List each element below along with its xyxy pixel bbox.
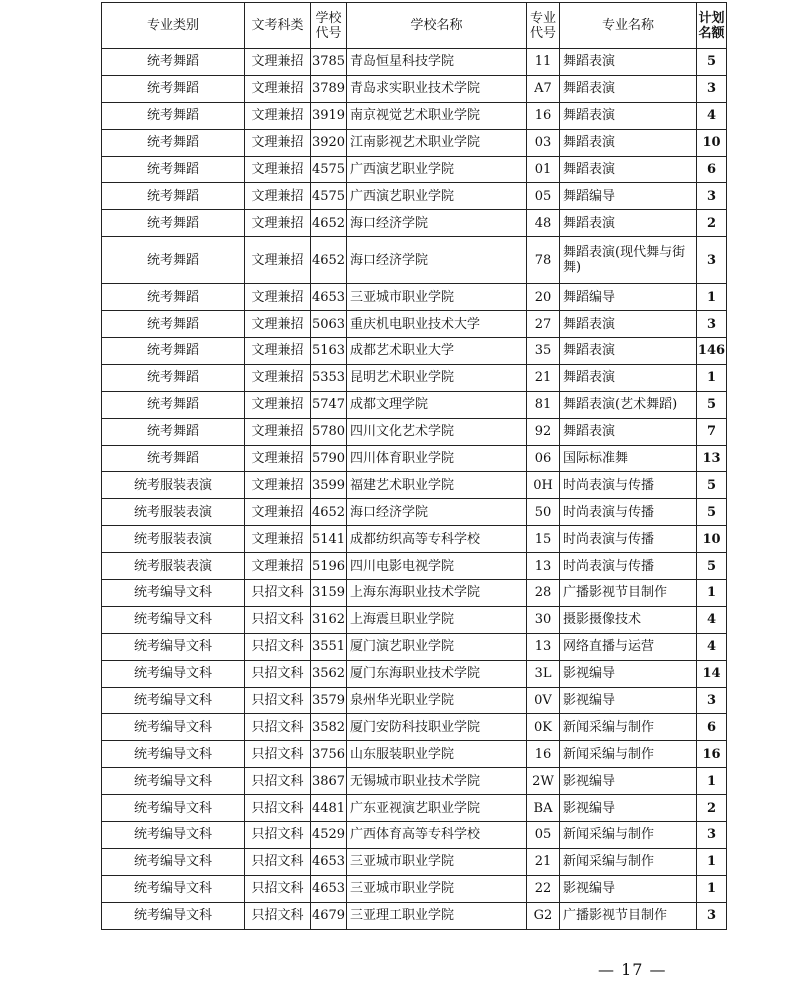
cell-major-name: 时尚表演与传播 bbox=[560, 472, 697, 499]
cell-school-code: 4575 bbox=[311, 183, 347, 210]
cell-quota: 1 bbox=[697, 284, 727, 311]
cell-major-code: 13 bbox=[527, 553, 560, 580]
cell-subject: 文理兼招 bbox=[245, 49, 311, 76]
cell-subject: 只招文科 bbox=[245, 768, 311, 795]
cell-major-code: 78 bbox=[527, 237, 560, 284]
cell-quota: 1 bbox=[697, 875, 727, 902]
cell-school-name: 江南影视艺术职业学院 bbox=[347, 129, 527, 156]
header-major-code-line1: 专业 bbox=[529, 10, 556, 26]
cell-school-code: 3920 bbox=[311, 129, 347, 156]
cell-major-name: 舞蹈表演 bbox=[560, 102, 697, 129]
cell-quota: 10 bbox=[697, 129, 727, 156]
cell-subject: 只招文科 bbox=[245, 848, 311, 875]
cell-quota: 5 bbox=[697, 472, 727, 499]
cell-quota: 4 bbox=[697, 606, 727, 633]
cell-subject: 只招文科 bbox=[245, 687, 311, 714]
cell-quota: 4 bbox=[697, 102, 727, 129]
cell-subject: 文理兼招 bbox=[245, 553, 311, 580]
cell-major-code: G2 bbox=[527, 902, 560, 929]
cell-major-code: 11 bbox=[527, 49, 560, 76]
cell-school-code: 3919 bbox=[311, 102, 347, 129]
cell-school-code: 5063 bbox=[311, 311, 347, 338]
cell-category: 统考编导文科 bbox=[102, 606, 245, 633]
cell-subject: 只招文科 bbox=[245, 633, 311, 660]
cell-major-code: 21 bbox=[527, 364, 560, 391]
cell-major-code: 03 bbox=[527, 129, 560, 156]
cell-major-code: 15 bbox=[527, 526, 560, 553]
cell-school-name: 昆明艺术职业学院 bbox=[347, 364, 527, 391]
cell-major-name: 时尚表演与传播 bbox=[560, 553, 697, 580]
cell-subject: 文理兼招 bbox=[245, 472, 311, 499]
table-row bbox=[102, 445, 727, 472]
cell-category: 统考服装表演 bbox=[102, 472, 245, 499]
cell-major-name: 摄影摄像技术 bbox=[560, 606, 697, 633]
cell-quota: 1 bbox=[697, 580, 727, 607]
cell-major-code: 48 bbox=[527, 210, 560, 237]
cell-category: 统考编导文科 bbox=[102, 875, 245, 902]
cell-quota: 14 bbox=[697, 660, 727, 687]
table-row bbox=[102, 418, 727, 445]
cell-school-code: 4529 bbox=[311, 822, 347, 849]
cell-school-code: 3562 bbox=[311, 660, 347, 687]
cell-school-name: 四川电影电视学院 bbox=[347, 553, 527, 580]
cell-school-code: 5141 bbox=[311, 526, 347, 553]
cell-subject: 文理兼招 bbox=[245, 418, 311, 445]
cell-category: 统考服装表演 bbox=[102, 553, 245, 580]
cell-major-code: 16 bbox=[527, 102, 560, 129]
cell-category: 统考服装表演 bbox=[102, 526, 245, 553]
table-row bbox=[102, 311, 727, 338]
cell-major-code: 20 bbox=[527, 284, 560, 311]
cell-school-name: 厦门演艺职业学院 bbox=[347, 633, 527, 660]
table-row bbox=[102, 875, 727, 902]
cell-category: 统考舞蹈 bbox=[102, 418, 245, 445]
cell-major-name: 舞蹈表演 bbox=[560, 418, 697, 445]
cell-category: 统考舞蹈 bbox=[102, 210, 245, 237]
cell-school-name: 南京视觉艺术职业学院 bbox=[347, 102, 527, 129]
cell-quota: 5 bbox=[697, 49, 727, 76]
cell-quota: 1 bbox=[697, 768, 727, 795]
cell-major-code: 05 bbox=[527, 183, 560, 210]
cell-quota: 5 bbox=[697, 391, 727, 418]
cell-subject: 文理兼招 bbox=[245, 364, 311, 391]
cell-school-code: 5790 bbox=[311, 445, 347, 472]
cell-school-code: 4653 bbox=[311, 284, 347, 311]
cell-major-name: 广播影视节目制作 bbox=[560, 580, 697, 607]
cell-major-name: 网络直播与运营 bbox=[560, 633, 697, 660]
cell-quota: 16 bbox=[697, 741, 727, 768]
table-row bbox=[102, 795, 727, 822]
page-number: — 17 — bbox=[598, 960, 667, 979]
cell-major-code: 27 bbox=[527, 311, 560, 338]
cell-school-code: 4652 bbox=[311, 210, 347, 237]
cell-school-code: 5780 bbox=[311, 418, 347, 445]
cell-major-code: 3L bbox=[527, 660, 560, 687]
cell-category: 统考舞蹈 bbox=[102, 183, 245, 210]
cell-subject: 文理兼招 bbox=[245, 311, 311, 338]
cell-major-code: 0V bbox=[527, 687, 560, 714]
cell-category: 统考舞蹈 bbox=[102, 75, 245, 102]
cell-school-name: 广东亚视演艺职业学院 bbox=[347, 795, 527, 822]
cell-subject: 文理兼招 bbox=[245, 156, 311, 183]
table-row bbox=[102, 391, 727, 418]
cell-major-code: BA bbox=[527, 795, 560, 822]
cell-school-name: 厦门安防科技职业学院 bbox=[347, 714, 527, 741]
cell-major-code: 35 bbox=[527, 338, 560, 365]
cell-quota: 6 bbox=[697, 714, 727, 741]
cell-school-name: 上海震旦职业学院 bbox=[347, 606, 527, 633]
cell-subject: 只招文科 bbox=[245, 875, 311, 902]
table-row bbox=[102, 848, 727, 875]
cell-category: 统考编导文科 bbox=[102, 687, 245, 714]
table-row bbox=[102, 183, 727, 210]
header-category: 专业类别 bbox=[102, 3, 245, 49]
cell-category: 统考舞蹈 bbox=[102, 49, 245, 76]
cell-school-name: 三亚城市职业学院 bbox=[347, 875, 527, 902]
cell-school-name: 广西演艺职业学院 bbox=[347, 183, 527, 210]
cell-subject: 文理兼招 bbox=[245, 129, 311, 156]
cell-school-name: 广西体育高等专科学校 bbox=[347, 822, 527, 849]
cell-category: 统考舞蹈 bbox=[102, 156, 245, 183]
cell-quota: 2 bbox=[697, 795, 727, 822]
cell-subject: 只招文科 bbox=[245, 741, 311, 768]
cell-major-code: 0K bbox=[527, 714, 560, 741]
cell-school-code: 3551 bbox=[311, 633, 347, 660]
cell-category: 统考舞蹈 bbox=[102, 311, 245, 338]
cell-subject: 文理兼招 bbox=[245, 284, 311, 311]
table-row bbox=[102, 633, 727, 660]
cell-subject: 只招文科 bbox=[245, 822, 311, 849]
cell-school-code: 3867 bbox=[311, 768, 347, 795]
cell-school-name: 青岛恒星科技学院 bbox=[347, 49, 527, 76]
cell-school-name: 海口经济学院 bbox=[347, 499, 527, 526]
cell-school-code: 3582 bbox=[311, 714, 347, 741]
table-row bbox=[102, 237, 727, 284]
cell-school-name: 四川文化艺术学院 bbox=[347, 418, 527, 445]
cell-school-name: 重庆机电职业技术大学 bbox=[347, 311, 527, 338]
table-row bbox=[102, 822, 727, 849]
cell-subject: 文理兼招 bbox=[245, 526, 311, 553]
cell-major-name: 舞蹈表演 bbox=[560, 311, 697, 338]
table-row bbox=[102, 499, 727, 526]
cell-quota: 1 bbox=[697, 364, 727, 391]
cell-quota: 146 bbox=[697, 338, 727, 365]
table-row bbox=[102, 129, 727, 156]
cell-major-code: 06 bbox=[527, 445, 560, 472]
table-row bbox=[102, 660, 727, 687]
cell-subject: 文理兼招 bbox=[245, 445, 311, 472]
cell-major-code: 50 bbox=[527, 499, 560, 526]
cell-major-code: 13 bbox=[527, 633, 560, 660]
cell-subject: 文理兼招 bbox=[245, 75, 311, 102]
cell-school-name: 成都艺术职业大学 bbox=[347, 338, 527, 365]
cell-major-name: 广播影视节目制作 bbox=[560, 902, 697, 929]
cell-school-code: 4575 bbox=[311, 156, 347, 183]
table-row bbox=[102, 364, 727, 391]
cell-school-name: 成都文理学院 bbox=[347, 391, 527, 418]
cell-major-name: 新闻采编与制作 bbox=[560, 741, 697, 768]
cell-major-name: 时尚表演与传播 bbox=[560, 499, 697, 526]
cell-major-name: 舞蹈表演(艺术舞蹈) bbox=[560, 391, 697, 418]
cell-school-code: 4652 bbox=[311, 499, 347, 526]
cell-category: 统考编导文科 bbox=[102, 795, 245, 822]
cell-subject: 只招文科 bbox=[245, 902, 311, 929]
table-row bbox=[102, 553, 727, 580]
cell-category: 统考服装表演 bbox=[102, 499, 245, 526]
cell-major-name: 舞蹈编导 bbox=[560, 284, 697, 311]
cell-major-name: 新闻采编与制作 bbox=[560, 714, 697, 741]
cell-school-code: 4481 bbox=[311, 795, 347, 822]
cell-school-code: 3789 bbox=[311, 75, 347, 102]
table-row bbox=[102, 687, 727, 714]
cell-subject: 文理兼招 bbox=[245, 102, 311, 129]
cell-school-code: 4652 bbox=[311, 237, 347, 284]
cell-subject: 只招文科 bbox=[245, 660, 311, 687]
table-row bbox=[102, 526, 727, 553]
cell-school-name: 上海东海职业技术学院 bbox=[347, 580, 527, 607]
table-row bbox=[102, 102, 727, 129]
cell-quota: 3 bbox=[697, 75, 727, 102]
cell-major-name: 国际标准舞 bbox=[560, 445, 697, 472]
cell-school-code: 3162 bbox=[311, 606, 347, 633]
cell-major-name: 影视编导 bbox=[560, 795, 697, 822]
table-row bbox=[102, 768, 727, 795]
cell-school-name: 厦门东海职业技术学院 bbox=[347, 660, 527, 687]
header-quota bbox=[697, 3, 727, 49]
cell-category: 统考编导文科 bbox=[102, 741, 245, 768]
cell-category: 统考编导文科 bbox=[102, 714, 245, 741]
cell-major-code: 30 bbox=[527, 606, 560, 633]
cell-school-name: 三亚城市职业学院 bbox=[347, 848, 527, 875]
cell-school-name: 三亚理工职业学院 bbox=[347, 902, 527, 929]
cell-category: 统考舞蹈 bbox=[102, 391, 245, 418]
header-school-code bbox=[311, 3, 347, 49]
cell-school-code: 5163 bbox=[311, 338, 347, 365]
table-body bbox=[102, 49, 727, 930]
table-row bbox=[102, 284, 727, 311]
table-row bbox=[102, 210, 727, 237]
cell-major-name: 舞蹈表演 bbox=[560, 75, 697, 102]
cell-quota: 3 bbox=[697, 687, 727, 714]
cell-school-code: 3159 bbox=[311, 580, 347, 607]
cell-major-name: 时尚表演与传播 bbox=[560, 526, 697, 553]
header-subject: 文考科类 bbox=[245, 3, 311, 49]
cell-subject: 文理兼招 bbox=[245, 499, 311, 526]
cell-category: 统考编导文科 bbox=[102, 768, 245, 795]
cell-school-name: 山东服装职业学院 bbox=[347, 741, 527, 768]
cell-quota: 3 bbox=[697, 902, 727, 929]
cell-school-name: 四川体育职业学院 bbox=[347, 445, 527, 472]
cell-category: 统考舞蹈 bbox=[102, 338, 245, 365]
cell-school-code: 4679 bbox=[311, 902, 347, 929]
cell-school-code: 5353 bbox=[311, 364, 347, 391]
cell-subject: 文理兼招 bbox=[245, 183, 311, 210]
cell-major-code: 16 bbox=[527, 741, 560, 768]
cell-major-code: 22 bbox=[527, 875, 560, 902]
cell-category: 统考舞蹈 bbox=[102, 129, 245, 156]
cell-quota: 5 bbox=[697, 553, 727, 580]
cell-major-name: 新闻采编与制作 bbox=[560, 848, 697, 875]
table-row bbox=[102, 714, 727, 741]
cell-major-name: 舞蹈表演 bbox=[560, 49, 697, 76]
cell-school-code: 5196 bbox=[311, 553, 347, 580]
cell-school-code: 4653 bbox=[311, 848, 347, 875]
cell-major-code: 01 bbox=[527, 156, 560, 183]
cell-subject: 文理兼招 bbox=[245, 338, 311, 365]
table-row bbox=[102, 472, 727, 499]
cell-quota: 1 bbox=[697, 848, 727, 875]
header-major-code-line2: 代号 bbox=[529, 25, 556, 41]
cell-school-name: 泉州华光职业学院 bbox=[347, 687, 527, 714]
cell-major-code: 21 bbox=[527, 848, 560, 875]
cell-major-code: 81 bbox=[527, 391, 560, 418]
header-major-code bbox=[527, 3, 560, 49]
table-row bbox=[102, 902, 727, 929]
cell-subject: 只招文科 bbox=[245, 714, 311, 741]
cell-category: 统考舞蹈 bbox=[102, 237, 245, 284]
cell-school-name: 成都纺织高等专科学校 bbox=[347, 526, 527, 553]
table-row bbox=[102, 156, 727, 183]
table-row bbox=[102, 606, 727, 633]
cell-major-code: 05 bbox=[527, 822, 560, 849]
cell-major-name: 舞蹈表演 bbox=[560, 156, 697, 183]
cell-school-code: 3599 bbox=[311, 472, 347, 499]
cell-subject: 只招文科 bbox=[245, 580, 311, 607]
cell-major-name: 舞蹈表演 bbox=[560, 364, 697, 391]
cell-subject: 只招文科 bbox=[245, 606, 311, 633]
cell-school-code: 3579 bbox=[311, 687, 347, 714]
cell-quota: 5 bbox=[697, 499, 727, 526]
cell-school-name: 海口经济学院 bbox=[347, 237, 527, 284]
cell-category: 统考编导文科 bbox=[102, 902, 245, 929]
cell-school-name: 无锡城市职业技术学院 bbox=[347, 768, 527, 795]
cell-category: 统考舞蹈 bbox=[102, 445, 245, 472]
cell-school-name: 三亚城市职业学院 bbox=[347, 284, 527, 311]
cell-major-code: 2W bbox=[527, 768, 560, 795]
cell-quota: 3 bbox=[697, 183, 727, 210]
cell-major-name: 舞蹈编导 bbox=[560, 183, 697, 210]
cell-major-name: 舞蹈表演(现代舞与街舞) bbox=[560, 237, 697, 284]
cell-category: 统考舞蹈 bbox=[102, 284, 245, 311]
cell-school-code: 3785 bbox=[311, 49, 347, 76]
cell-quota: 3 bbox=[697, 237, 727, 284]
cell-category: 统考编导文科 bbox=[102, 848, 245, 875]
cell-major-code: A7 bbox=[527, 75, 560, 102]
cell-school-name: 海口经济学院 bbox=[347, 210, 527, 237]
table-row bbox=[102, 338, 727, 365]
table-row bbox=[102, 75, 727, 102]
cell-major-code: 28 bbox=[527, 580, 560, 607]
cell-major-name: 影视编导 bbox=[560, 768, 697, 795]
table-row bbox=[102, 741, 727, 768]
cell-major-name: 舞蹈表演 bbox=[560, 338, 697, 365]
cell-category: 统考编导文科 bbox=[102, 660, 245, 687]
table-header-row bbox=[102, 3, 727, 49]
cell-subject: 文理兼招 bbox=[245, 210, 311, 237]
cell-school-name: 广西演艺职业学院 bbox=[347, 156, 527, 183]
cell-quota: 4 bbox=[697, 633, 727, 660]
cell-quota: 10 bbox=[697, 526, 727, 553]
cell-major-code: 0H bbox=[527, 472, 560, 499]
cell-school-code: 5747 bbox=[311, 391, 347, 418]
cell-quota: 6 bbox=[697, 156, 727, 183]
cell-category: 统考舞蹈 bbox=[102, 102, 245, 129]
cell-category: 统考舞蹈 bbox=[102, 364, 245, 391]
table-row bbox=[102, 580, 727, 607]
cell-quota: 13 bbox=[697, 445, 727, 472]
cell-quota: 2 bbox=[697, 210, 727, 237]
cell-major-name: 影视编导 bbox=[560, 687, 697, 714]
cell-school-code: 3756 bbox=[311, 741, 347, 768]
header-quota-line2: 名额 bbox=[698, 25, 725, 41]
cell-subject: 文理兼招 bbox=[245, 237, 311, 284]
cell-major-name: 影视编导 bbox=[560, 660, 697, 687]
cell-major-name: 舞蹈表演 bbox=[560, 210, 697, 237]
header-school-name: 学校名称 bbox=[347, 3, 527, 49]
cell-major-code: 92 bbox=[527, 418, 560, 445]
cell-major-name: 影视编导 bbox=[560, 875, 697, 902]
table-row bbox=[102, 49, 727, 76]
cell-school-code: 4653 bbox=[311, 875, 347, 902]
cell-subject: 只招文科 bbox=[245, 795, 311, 822]
cell-major-name: 舞蹈表演 bbox=[560, 129, 697, 156]
header-school-code-line2: 代号 bbox=[315, 25, 342, 41]
cell-subject: 文理兼招 bbox=[245, 391, 311, 418]
header-quota-line1: 计划 bbox=[698, 10, 725, 26]
cell-quota: 7 bbox=[697, 418, 727, 445]
cell-quota: 3 bbox=[697, 311, 727, 338]
cell-school-name: 福建艺术职业学院 bbox=[347, 472, 527, 499]
cell-category: 统考编导文科 bbox=[102, 633, 245, 660]
cell-category: 统考编导文科 bbox=[102, 822, 245, 849]
cell-category: 统考编导文科 bbox=[102, 580, 245, 607]
admission-plan-table bbox=[101, 2, 727, 930]
header-school-code-line1: 学校 bbox=[315, 10, 342, 26]
cell-major-name: 新闻采编与制作 bbox=[560, 822, 697, 849]
cell-quota: 3 bbox=[697, 822, 727, 849]
cell-school-name: 青岛求实职业技术学院 bbox=[347, 75, 527, 102]
header-major-name: 专业名称 bbox=[560, 3, 697, 49]
